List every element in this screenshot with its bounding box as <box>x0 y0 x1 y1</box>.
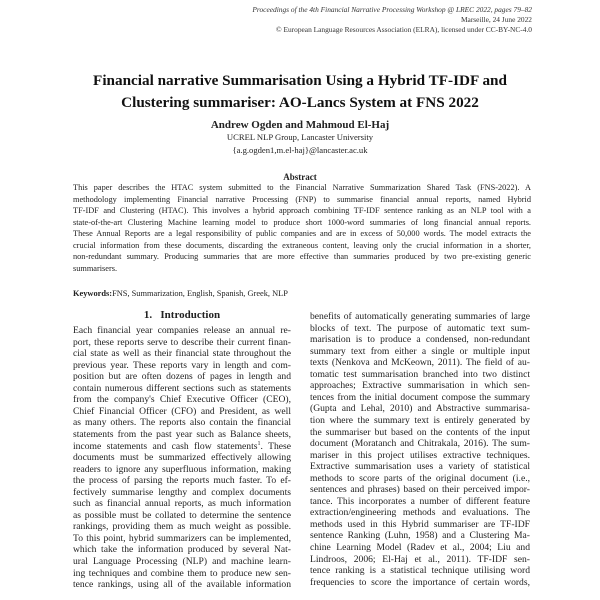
text-line: frequencies to score the importance of certain words, <box>310 576 530 588</box>
text-line: state-of-the-art Clustering Machine learning model to produce short 1000-word summaries of long financial annual reports. <box>73 217 531 227</box>
text-line: document (Moratanch and Chitrakala, 2016). The sum- <box>310 438 530 450</box>
text-line: methods used in this Hybrid summariser are TF-IDF <box>310 518 530 530</box>
section-heading-introduction: 1. Introduction <box>143 309 221 321</box>
text-line: Each financial year companies release an annual re- <box>73 325 291 336</box>
text-line: summary text from either a single or multiple input <box>310 345 530 357</box>
text-line: as possible must be collated to determine the sentence <box>73 509 291 521</box>
text-line: the summariser but based on the contents of the input <box>310 426 530 438</box>
license-notice: © European Language Resources Association (ELRA), licensed under CC-BY-NC-4.0 <box>275 25 532 34</box>
paper-title-line2: Clustering summariser: AO-Lancs System at FNS 2022 <box>121 94 479 111</box>
text-line: tion where the summary text is entirely generated by <box>310 414 530 426</box>
text-line: as many others. The reports also contain the financial <box>73 417 291 429</box>
keywords-label: Keywords: <box>73 289 113 298</box>
text-line: from the company's Chief Executive Officer (CEO), <box>73 394 291 406</box>
text-line: rankings, providing them as much weight as possible. <box>73 521 291 533</box>
text-line: summarisers. <box>73 263 118 273</box>
text-line: approaches; Extractive summarisation in which sen- <box>310 380 530 392</box>
text-line: tomatic test summarisation branched into two distinct <box>310 368 530 380</box>
author-email: {a.g.ogden1,m.el-haj}@lancaster.ac.uk <box>232 145 368 155</box>
text-line: blocks of text. The purpose of automatic text sum- <box>310 322 530 334</box>
text-line: tence rankings, using all of the available information <box>73 579 291 591</box>
paper-title-line1: Financial narrative Summarisation Using a Hybrid TF-IDF and <box>93 72 507 89</box>
footnote-marker[interactable]: 1 <box>257 440 261 447</box>
text-line: previous year. These reports vary in length and com- <box>73 359 291 371</box>
text-line: TF-IDF and Clustering (HTAC). This involves a hybrid approach combining TF-IDF sentence ranking as an NLP tool with a <box>73 206 531 216</box>
text-line: readers to ignore any superfluous information, making <box>73 463 291 475</box>
text-line: chine Learning Model (Radev et al., 2004; Liu and <box>310 542 530 553</box>
text-line: Lindroos, 2006; El-Haj et al., 2011). TF-IDF sen- <box>310 553 530 565</box>
text-line: the process of parsing the reports much faster. To ef- <box>73 475 291 487</box>
text-line: benefits of automatically generating summaries of large <box>310 311 530 322</box>
text-line: ural Language Processing (NLP) and machine learn- <box>73 556 291 567</box>
text-line: (Gupta and Lehal, 2010) and Abstractive summarisa- <box>310 403 530 415</box>
abstract-heading: Abstract <box>283 172 317 182</box>
affiliation: UCREL NLP Group, Lancaster University <box>226 132 374 142</box>
text-line: contain numerous different sections such as statements <box>73 382 291 394</box>
text-line: such as financial annual reports, as much information <box>73 498 291 510</box>
text-line: texts (Nenkova and McKeown, 2011). The field of au- <box>310 357 530 369</box>
text-line: statements from the past year such as Balance sheets, <box>73 428 291 440</box>
text-line: These Annual Reports are a legal responsibility of public companies and are in excess of 50,000 words. The model extracts the <box>73 229 531 239</box>
text-line: mariser in this project utilises extractive techniques. <box>310 449 530 461</box>
text-line: tences from the initial document compose the summary <box>310 391 530 403</box>
text-line: port, these reports serve to describe their current finan- <box>73 336 291 348</box>
location-date: Marseille, 24 June 2022 <box>460 15 532 24</box>
text-line: income statements and cash flow statements$^1$. These <box>73 440 291 452</box>
author-names: Andrew Ogden and Mahmoud El-Haj <box>210 119 390 131</box>
text-line: crucial information from these documents, discarding the extraneous content, leaving only the crucial information in a shorter, <box>73 240 531 250</box>
text-line: fectively summarise lengthy and complex documents <box>73 486 291 498</box>
text-line: methodology implementing Financial narrative Processing (FNP) to summarise financial annual reports, named Hybrid <box>73 194 531 204</box>
text-line: Extractive summarisation uses a variety of statistical <box>310 461 530 473</box>
keywords <box>73 289 288 298</box>
text-line: tence ranking is a statistical technique utilising word <box>310 565 530 577</box>
text-line: which take the information produced by several Nat- <box>73 544 291 556</box>
text-line: extraction/engineering methods and evaluations. The <box>310 507 530 519</box>
text-line: marisation is to produce a condensed, non-redundant <box>310 334 530 346</box>
text-line: documents must be summarized effectively allowing <box>73 452 291 464</box>
text-line: ing techniques and combine them to produce new sen- <box>73 567 291 579</box>
keywords-value: FNS, Summarization, English, Spanish, Greek, NLP <box>112 289 288 298</box>
text-line: sentence Ranking (Luhn, 1958) and a Clustering Ma- <box>310 530 530 542</box>
text-line: Chief Financial Officer (CFO) and President, as well <box>73 405 291 417</box>
text-line: sentences and phrases) based on their perceived impor- <box>310 484 530 496</box>
text-line: tance. This incorporates a number of different feature <box>310 495 530 507</box>
proceedings-header: Proceedings of the 4th Financial Narrative Processing Workshop @ LREC 2022, pages 79–82 <box>252 5 532 14</box>
text-line: To this point, hybrid summarizers can be implemented, <box>73 532 291 544</box>
text-line: methods to score parts of the original document (i.e., <box>310 472 530 484</box>
text-line: non-redundant summary. Producing summaries that are more effective than summaries produced by two pre-existing generic <box>73 252 531 262</box>
text-fragment: . These <box>260 440 291 452</box>
text-line: This paper describes the HTAC system submitted to the Financial Narrative Summarization Shared Task (FNS-2022). A <box>73 183 531 192</box>
text-line: cial state as well as their financial state throughout the <box>73 348 291 360</box>
text-line: position but are often dozens of pages in length and <box>73 371 291 383</box>
